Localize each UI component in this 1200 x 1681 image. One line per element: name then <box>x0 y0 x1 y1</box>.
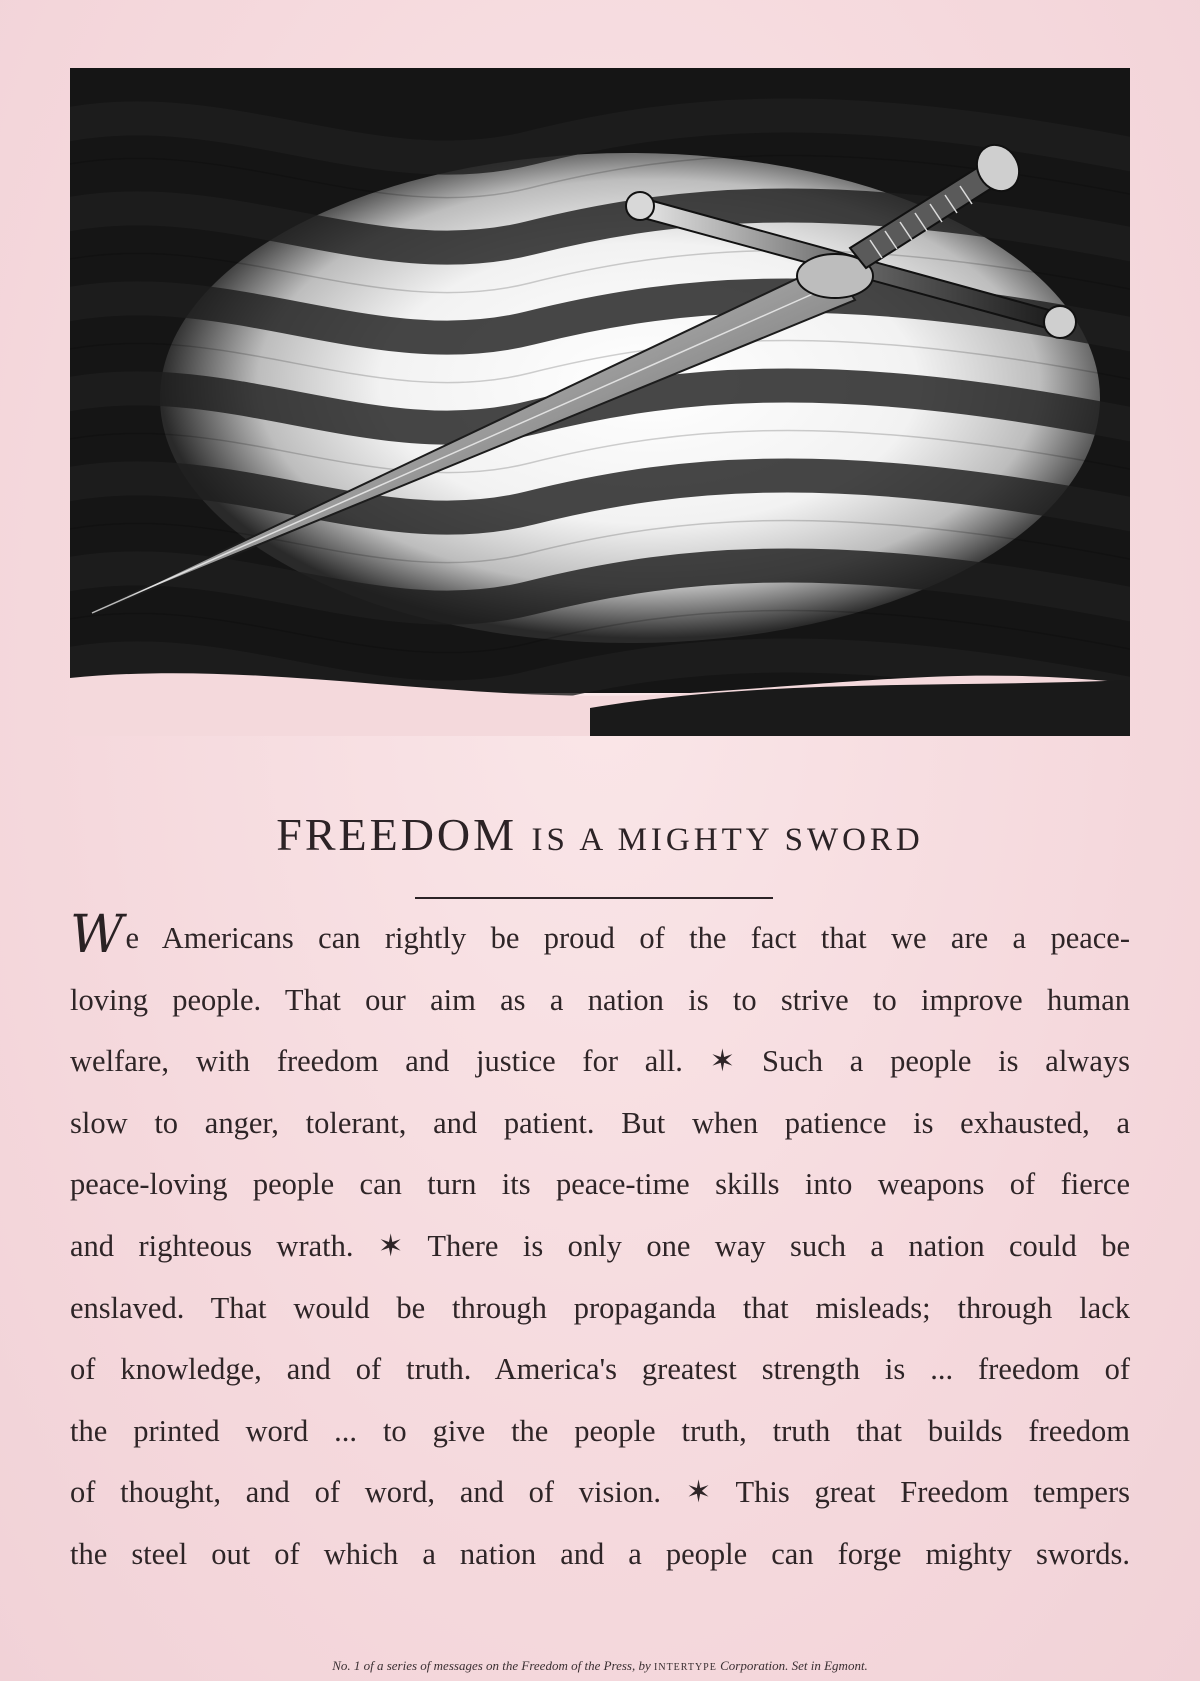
body-line: of thought, and of word, and of vision. ✶ This great Freedom tempers <box>70 1475 1130 1510</box>
title-small: IS A MIGHTY SWORD <box>531 822 924 858</box>
title-large: FREEDOM <box>276 809 518 860</box>
body-line: enslaved. That would be through propaganda that misleads; through lack <box>70 1290 1130 1325</box>
engraving-image <box>70 68 1130 736</box>
body-line-text: e Americans can rightly be proud of the fact that we are a peace- <box>125 921 1130 955</box>
footnote <box>0 1658 1200 1674</box>
drop-cap: W <box>70 905 124 965</box>
body-line: slow to anger, tolerant, and patient. But when patience is exhausted, a <box>70 1105 1130 1140</box>
body-line <box>70 905 1130 970</box>
sword-flag-illustration <box>70 68 1130 736</box>
footnote-company: INTERTYPE <box>654 1662 717 1673</box>
divider-rule <box>415 897 773 899</box>
body-line: welfare, with freedom and justice for all. ✶ Such a people is always <box>70 1044 1130 1079</box>
body-line: the steel out of which a nation and a people can forge mighty swords. <box>70 1536 1130 1571</box>
page-title <box>0 808 1200 861</box>
body-line: of knowledge, and of truth. America's greatest strength is ... freedom of <box>70 1352 1130 1387</box>
body-line: loving people. That our aim as a nation is to strive to improve human <box>70 982 1130 1017</box>
footnote-after: Corporation. Set in Egmont. <box>716 1658 868 1673</box>
body-line: peace-loving people can turn its peace-time skills into weapons of fierce <box>70 1167 1130 1202</box>
footnote-before: No. 1 of a series of messages on the Freedom of the Press, by <box>332 1658 655 1673</box>
body-line: and righteous wrath. ✶ There is only one way such a nation could be <box>70 1228 1130 1263</box>
body-line: the printed word ... to give the people truth, truth that builds freedom <box>70 1413 1130 1448</box>
body-paragraph <box>70 905 1130 1586</box>
